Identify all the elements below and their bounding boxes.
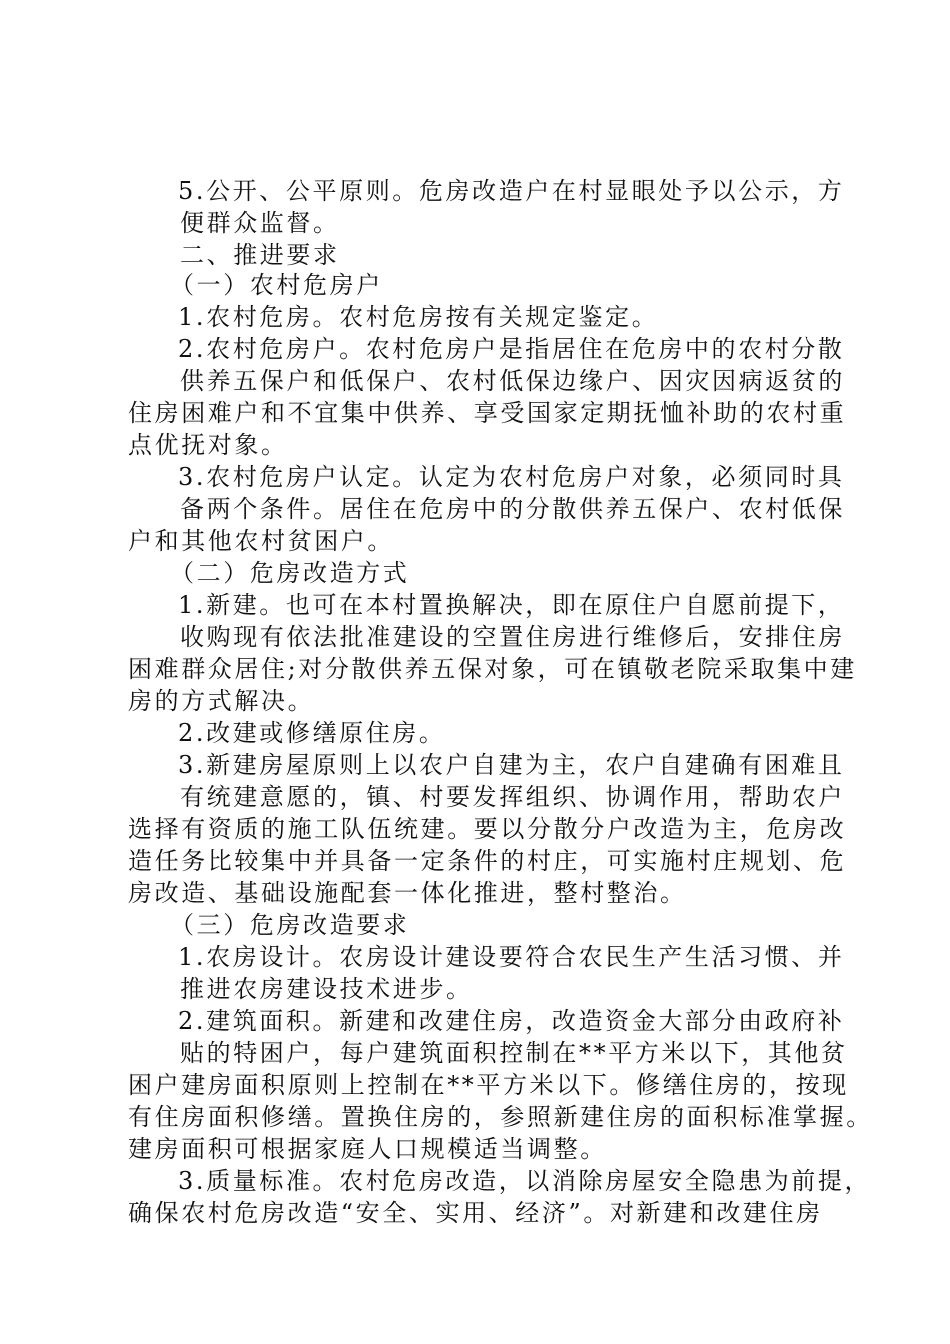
text-line: 造任务比较集中并具备一定条件的村庄，可实施村庄规划、危 (128, 847, 847, 875)
text-line: 2.改建或修缮原住房。 (178, 719, 446, 747)
text-line: 点优抚对象。 (128, 431, 288, 459)
text-line: 住房困难户和不宜集中供养、享受国家定期抚恤补助的农村重 (128, 399, 847, 427)
text-line: 困户建房面积原则上控制在**平方米以下。修缮住房的，按现 (128, 1071, 849, 1099)
subsection-heading: （二）危房改造方式 (170, 559, 410, 587)
text-line: 选择有资质的施工队伍统建。要以分散分户改造为主，危房改 (128, 815, 847, 843)
text-line: 房的方式解决。 (128, 687, 315, 715)
text-line: 确保农村危房改造“安全、实用、经济”。对新建和改建住房 (128, 1199, 823, 1227)
text-line: 贴的特困户，每户建筑面积控制在**平方米以下，其他贫 (180, 1039, 848, 1067)
text-line: 建房面积可根据家庭人口规模适当调整。 (128, 1135, 607, 1163)
subsection-heading: （三）危房改造要求 (170, 911, 410, 939)
text-line: 2.建筑面积。新建和改建住房，改造资金大部分由政府补 (178, 1007, 845, 1035)
text-line: 3.新建房屋原则上以农户自建为主，农户自建确有困难且 (178, 751, 845, 779)
text-line: 收购现有依法批准建设的空置住房进行维修后，安排住房 (180, 623, 845, 651)
text-line: 备两个条件。居住在危房中的分散供养五保户、农村低保 (180, 495, 845, 523)
text-line: 2.农村危房户。农村危房户是指居住在危房中的农村分散 (178, 335, 845, 363)
text-line: 困难群众居住;对分散供养五保对象，可在镇敬老院采取集中建 (128, 655, 857, 683)
text-line: 3.质量标准。农村危房改造，以消除房屋安全隐患为前提， (178, 1167, 872, 1195)
text-line: 房改造、基础设施配套一体化推进，整村整治。 (128, 879, 687, 907)
text-line: 有统建意愿的，镇、村要发挥组织、协调作用，帮助农户 (180, 783, 845, 811)
text-line: 1.新建。也可在本村置换解决，即在原住户自愿前提下， (178, 591, 845, 619)
text-line: 供养五保户和低保户、农村低保边缘户、因灾因病返贫的 (180, 367, 845, 395)
text-line: 推进农房建设技术进步。 (180, 975, 473, 1003)
text-line: 5.公开、公平原则。危房改造户在村显眼处予以公示，方 (178, 177, 845, 205)
subsection-heading: （一）农村危房户 (170, 271, 383, 299)
text-line: 1.农房设计。农房设计建设要符合农民生产生活习惯、并 (178, 943, 845, 971)
section-heading: 二、推进要求 (180, 241, 340, 269)
text-line: 1.农村危房。农村危房按有关规定鉴定。 (178, 303, 659, 331)
text-line: 户和其他农村贫困户。 (128, 527, 394, 555)
text-line: 有住房面积修缮。置换住房的，参照新建住房的面积标准掌握。 (128, 1103, 873, 1131)
text-line: 3.农村危房户认定。认定为农村危房户对象，必须同时具 (178, 463, 845, 491)
text-line: 便群众监督。 (180, 209, 340, 237)
